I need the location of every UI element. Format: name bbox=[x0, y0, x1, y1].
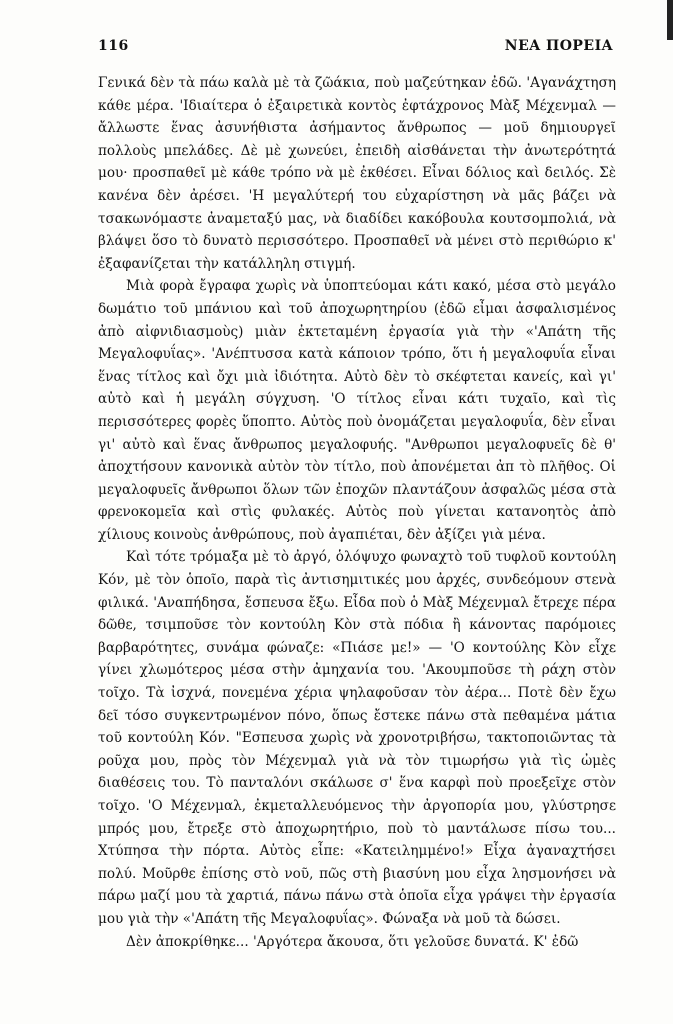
paragraph-2: Μιὰ φορὰ ἔγραφα χωρὶς νὰ ὑποπτεύομαι κάτι κακό, μέσα στὸ μεγάλο δωμάτιο τοῦ μπάνιου καὶ τοῦ ἀποχωρητηρίου (ἐδῶ εἶμαι ἀσφαλισμένος ἀπὸ αἰφνιδιασμοὺς) μιὰν ἐκτεταμένη ἐργασία γιὰ τὴν «'Απάτη τῆς Μεγαλοφυΐας». 'Ανέπτυσσα κατὰ κάποιον τρόπο, ὅτι ἡ μεγαλοφυΐα εἶναι ἕνας τίτλος καὶ ὄχι μιὰ ἰδιότητα. Αὐτὸ δὲν τὸ σκέφτεται κανείς, καὶ γι' αὐτὸ καὶ ἡ μεγάλη σύγχυση. 'Ο τίτλος εἶναι κάτι τυχαῖο, καὶ τὶς περισσότερες φορὲς ὕποπτο. Αὐτὸς ποὺ ὀνομάζεται μεγαλοφυΐα, δὲν εἶναι γι' αὐτὸ καὶ ἕνας ἄνθρωπος μεγαλοφυής. "Ανθρωποι μεγαλοφυεῖς δὲ θ' ἀποχτήσουν κανονικὰ αὐτὸν τὸν τίτλο, ποὺ ἀπονέμεται ἀπ τὸ πλῆθος. Οἱ μεγαλοφυεῖς ἄνθρωποι ὅλων τῶν ἐποχῶν πλαντάζουν ἀσφαλῶς μέσα στὰ φρενοκομεῖα καὶ στὶς φυλακές. Αὐτὸς ποὺ γίνεται κατανοητὸς ἀπὸ χίλιους κοινοὺς ἀνθρώπους, ποὺ ἀγαπιέται, δὲν ἀξίζει γιὰ μένα. bbox=[98, 278, 616, 543]
page-header bbox=[98, 38, 613, 62]
page-number: 116 bbox=[98, 38, 129, 54]
paragraph-3: Καὶ τότε τρόμαξα μὲ τὸ ἀργό, ὁλόψυχο φωναχτὸ τοῦ τυφλοῦ κοντούλη Κόν, μὲ τὸν ὁποῖο, παρὰ τὶς ἀντισημιτικές μου ἀρχές, συνδεόμουν στενὰ φιλικά. 'Αναπήδησα, ἔσπευσα ἔξω. Εἶδα ποὺ ὁ Μὰξ Μέχενμαλ ἔτρεχε πέρα δῶθε, τσιμποῦσε τὸν κοντούλη Κὸν στὰ πόδια ἢ κάνοντας παρόμοιες βαρβαρότητες, συνάμα φώναζε: «Πιάσε με!» — 'Ο κοντούλης Κὸν εἶχε γίνει χλωμότερος μέσα στὴν ἀμηχανία του. 'Ακουμποῦσε τὴ ράχη στὸν τοῖχο. Τὰ ἰσχνά, πονεμένα χέρια ψηλαφοῦσαν τὸν ἀέρα... Ποτὲ δὲν ἔχω δεῖ τόσο συγκεντρωμένον πόνο, ὅπως ἔστεκε πάνω στὰ πεθαμένα μάτια τοῦ κοντούλη Κόν. "Εσπευσα χωρὶς νὰ χρονοτριβήσω, τακτοποιῶντας τὰ ροῦχα μου, πρὸς τὸν Μέχενμαλ γιὰ νὰ τὸν τιμωρήσω γιὰ τὶς ὠμὲς διαθέσεις του. Τὸ πανταλόνι σκάλωσε σ' ἕνα καρφὶ ποὺ προεξεῖχε στὸν τοῖχο. 'Ο Μέχενμαλ, ἐκμεταλλευόμενος τὴν ἀργοπορία μου, γλύστρησε μπρός μου, ἔτρεξε στὸ ἀποχωρητήριο, ποὺ τὸ μαντάλωσε πίσω του... Χτύπησα τὴν πόρτα. Αὐτὸς εἶπε: «Κατειλημμένο!» Εἶχα ἀγαναχτήσει πολύ. Μοῦρθε ἐπίσης στὸ νοῦ, πῶς στὴ βιασύνη μου εἶχα λησμονήσει νὰ πάρω μαζί μου τὰ χαρτιά, πάνω πάνω στὰ ὁποῖα εἶχα γράψει τὴν ἐργασία μου γιὰ τὴν «'Απάτη τῆς Μεγαλοφυΐας». Φώναξα νὰ μοῦ τὰ δώσει. bbox=[98, 549, 616, 927]
paragraph-1: Γενικά δὲν τὰ πάω καλὰ μὲ τὰ ζῶάκια, ποὺ μαζεύτηκαν ἐδῶ. 'Αγανάχτηση κάθε μέρα. 'Ιδιαίτερα ὁ ἐξαιρετικὰ κοντὸς ἐφτάχρονος Μὰξ Μέχενμαλ — ἄλλωστε ἕνας ἀσυνήθιστα ἀσήμαντος ἄνθρωπος — μοῦ δημιουργεῖ πολλοὺς μπελάδες. Δὲ μὲ χωνεύει, ἐπειδὴ αἰσθάνεται τὴν ἀνωτερότητά μου· προσπαθεῖ μὲ κάθε τρόπο νὰ μὲ ἐκθέσει. Εἶναι δόλιος καὶ δειλός. Σὲ κανένα δὲν ἀρέσει. 'Η μεγαλύτερή του εὐχαρίστηση νὰ μᾶς βάζει νὰ τσακωνόμαστε ἀναμεταξύ μας, νὰ διαδίδει κακόβουλα κουτσομπολιά, νὰ βλάψει ὅσο τὸ δυνατὸ περισσότερο. Προσπαθεῖ νὰ μένει στὸ περιθώριο κ' ἐξαφανίζεται τὴν κατάλληλη στιγμή. bbox=[98, 75, 616, 272]
page-edge-shadow bbox=[667, 0, 673, 40]
paragraph-4: Δὲν ἀποκρίθηκε... 'Αργότερα ἄκουσα, ὅτι γελοῦσε δυνατά. Κ' ἐδῶ bbox=[126, 933, 579, 950]
body-text bbox=[98, 72, 616, 953]
running-head: ΝΕΑ ΠΟΡΕΙΑ bbox=[504, 38, 613, 54]
